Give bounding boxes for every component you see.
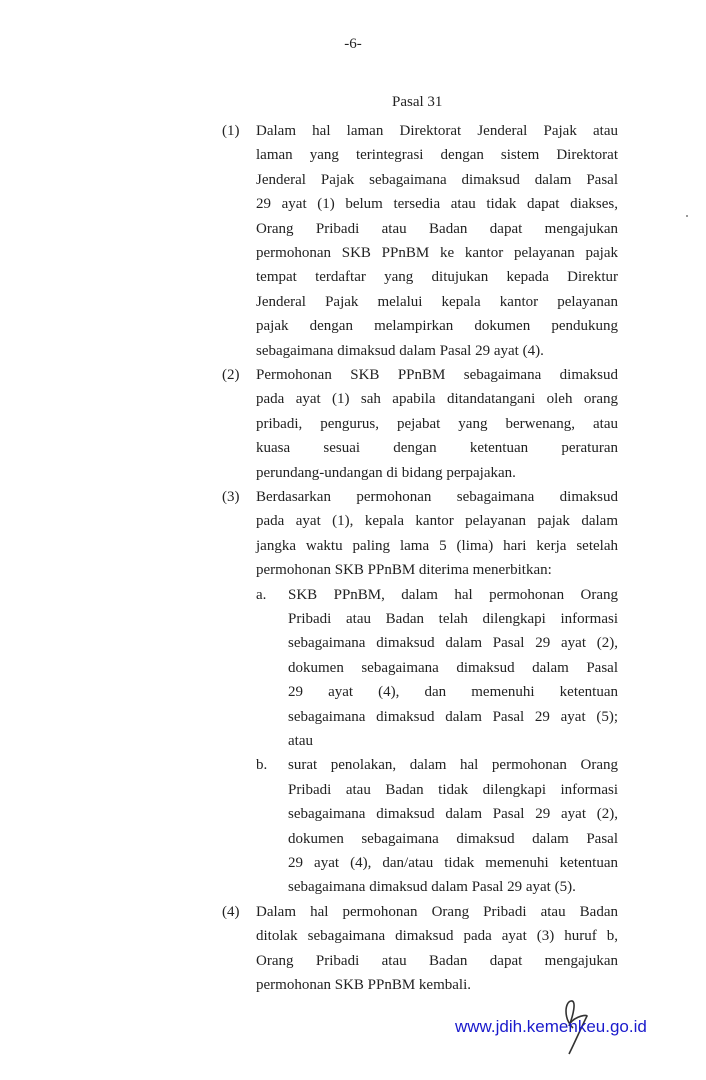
paragraph-line: dokumen sebagaimana dimaksud dalam Pasal xyxy=(288,659,618,676)
paragraph-line: sebagaimana dimaksud dalam Pasal 29 ayat (2), xyxy=(288,806,618,823)
page-number: -6- xyxy=(344,36,362,52)
paragraph-line: permohonan SKB PPnBM diterima menerbitkan: xyxy=(256,562,552,579)
paragraph-number: (4) xyxy=(222,903,240,920)
paragraph-line: Dalam hal permohonan Orang Pribadi atau Badan xyxy=(256,903,618,920)
paragraph-line: pada ayat (1), kepala kantor pelayanan pajak dalam xyxy=(256,513,618,530)
paragraph-line: Berdasarkan permohonan sebagaimana dimaksud xyxy=(256,489,618,505)
paragraph-line: Dalam hal laman Direktorat Jenderal Pajak atau xyxy=(256,123,618,139)
paragraph-line: tempat terdaftar yang ditujukan kepada Direktur xyxy=(256,269,618,286)
paragraph-line: perundang-undangan di bidang perpajakan. xyxy=(256,464,516,481)
paragraph-number: (3) xyxy=(222,489,240,505)
paragraph-line: pajak dengan melampirkan dokumen pendukung xyxy=(256,318,618,335)
paragraph-line: 29 ayat (1) belum tersedia atau tidak dapat diakses, xyxy=(256,196,618,213)
paragraph-line: Orang Pribadi atau Badan dapat mengajukan xyxy=(256,220,618,237)
paragraph-line: dokumen sebagaimana dimaksud dalam Pasal xyxy=(288,830,618,847)
paragraph-line: ditolak sebagaimana dimaksud pada ayat (3) huruf b, xyxy=(256,928,618,945)
paragraph-number: (2) xyxy=(222,367,240,383)
paragraph-line: Jenderal Pajak sebagaimana dimaksud dalam Pasal xyxy=(256,171,618,188)
paragraph-line: permohonan SKB PPnBM kembali. xyxy=(256,977,472,993)
paragraph-line: sebagaimana dimaksud dalam Pasal 29 ayat (5); xyxy=(288,708,618,725)
paragraph-line: kuasa sesuai dengan ketentuan peraturan xyxy=(256,440,618,457)
paragraph-line: SKB PPnBM, dalam hal permohonan Orang xyxy=(288,586,618,603)
paragraph-line: Pribadi atau Badan tidak dilengkapi informasi xyxy=(288,781,618,798)
paragraph-line: permohonan SKB PPnBM ke kantor pelayanan pajak xyxy=(256,245,618,261)
article-title: Pasal 31 xyxy=(392,94,443,110)
paragraph-line: laman yang terintegrasi dengan sistem Direktorat xyxy=(256,147,618,164)
paragraph-number: (1) xyxy=(222,123,240,139)
paragraph-line: sebagaimana dimaksud dalam Pasal 29 ayat (2), xyxy=(288,635,618,652)
paragraph-line: jangka waktu paling lama 5 (lima) hari kerja setelah xyxy=(256,537,618,554)
footer-url[interactable]: www.jdih.kemenkeu.go.id xyxy=(455,1017,647,1036)
paragraph-line: surat penolakan, dalam hal permohonan Orang xyxy=(288,757,618,774)
paragraph-line: 29 ayat (4), dan/atau tidak memenuhi ketentuan xyxy=(288,855,618,871)
paragraph-line: sebagaimana dimaksud dalam Pasal 29 ayat (4). xyxy=(256,342,544,359)
paragraph-line: pada ayat (1) sah apabila ditandatangani oleh orang xyxy=(256,391,618,408)
paragraph-line: Pribadi atau Badan telah dilengkapi informasi xyxy=(288,611,618,627)
paragraph-number: b. xyxy=(256,757,268,774)
paragraph-number: a. xyxy=(256,586,267,603)
paragraph-line: sebagaimana dimaksud dalam Pasal 29 ayat (5). xyxy=(288,879,576,896)
paragraph-line: atau xyxy=(288,733,313,749)
paragraph-line: 29 ayat (4), dan memenuhi ketentuan xyxy=(288,684,618,701)
scan-speck xyxy=(686,215,688,217)
paragraph-line: Permohonan SKB PPnBM sebagaimana dimaksud xyxy=(256,367,618,383)
paragraph-line: Orang Pribadi atau Badan dapat mengajukan xyxy=(256,952,618,969)
paragraph-line: Jenderal Pajak melalui kepala kantor pelayanan xyxy=(256,293,618,310)
paragraph-line: pribadi, pengurus, pejabat yang berwenang, atau xyxy=(256,415,618,432)
